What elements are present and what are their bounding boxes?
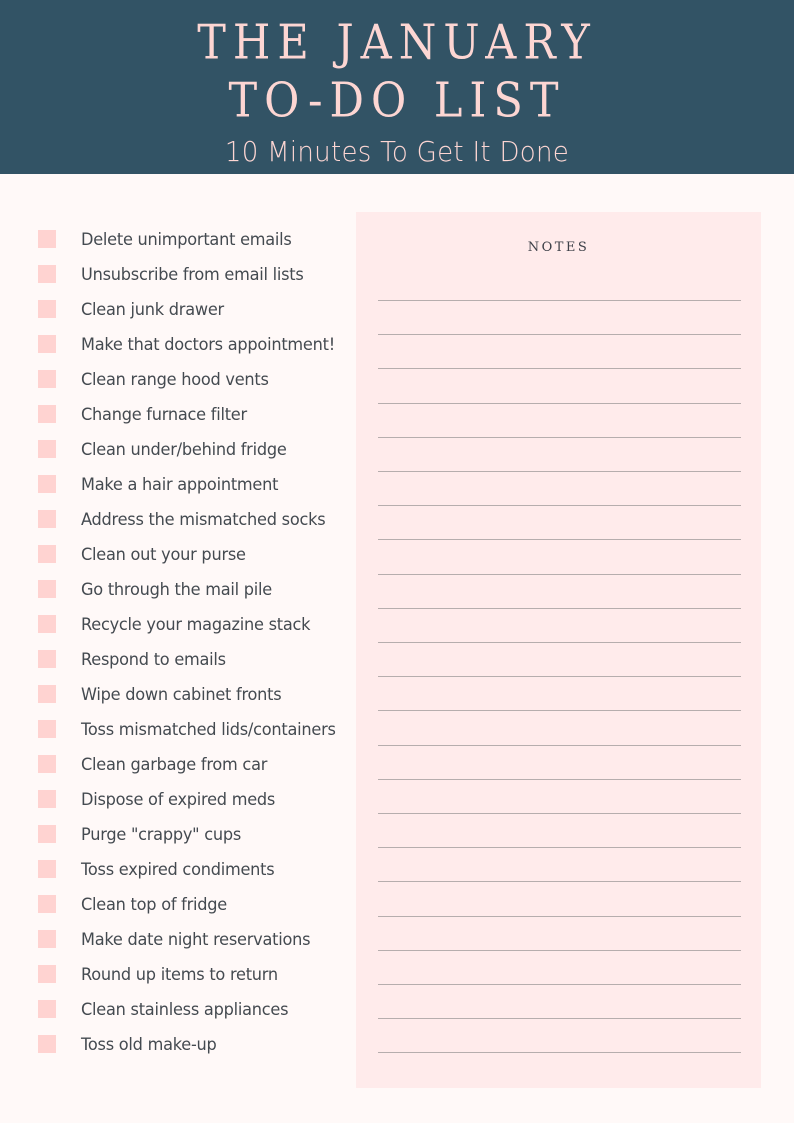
notes-title: NOTES <box>527 240 590 255</box>
todo-label: Make a hair appointment <box>81 475 279 495</box>
todo-label: Make that doctors appointment! <box>81 335 335 355</box>
todo-item <box>0 541 356 576</box>
notes-writing-line[interactable] <box>378 779 741 780</box>
notes-writing-line[interactable] <box>378 539 741 540</box>
todo-label: Clean top of fridge <box>81 895 228 915</box>
notes-writing-line[interactable] <box>378 471 741 472</box>
notes-writing-line[interactable] <box>378 403 741 404</box>
todo-label: Make date night reservations <box>81 930 311 950</box>
checkbox[interactable] <box>38 1035 56 1053</box>
todo-item <box>0 786 356 821</box>
todo-item <box>0 926 356 961</box>
todo-label: Clean range hood vents <box>81 370 269 390</box>
notes-writing-line[interactable] <box>378 710 741 711</box>
checkbox[interactable] <box>38 370 56 388</box>
checkbox[interactable] <box>38 965 56 983</box>
todo-item <box>0 821 356 856</box>
todo-label: Address the mismatched socks <box>81 510 326 530</box>
todo-item <box>0 1031 356 1066</box>
todo-item <box>0 751 356 786</box>
todo-label: Clean garbage from car <box>81 755 268 775</box>
checkbox[interactable] <box>38 265 56 283</box>
notes-writing-line[interactable] <box>378 334 741 335</box>
notes-writing-line[interactable] <box>378 950 741 951</box>
header-banner <box>0 0 794 174</box>
todo-item <box>0 576 356 611</box>
todo-label: Clean junk drawer <box>81 300 224 320</box>
todo-item <box>0 891 356 926</box>
todo-label: Respond to emails <box>81 650 226 670</box>
todo-item <box>0 961 356 996</box>
checkbox[interactable] <box>38 685 56 703</box>
todo-item <box>0 296 356 331</box>
todo-label: Purge "crappy" cups <box>81 825 242 845</box>
notes-writing-line[interactable] <box>378 916 741 917</box>
todo-label: Clean under/behind fridge <box>81 440 287 460</box>
todo-label: Change furnace filter <box>81 405 247 425</box>
todo-item <box>0 996 356 1031</box>
notes-writing-line[interactable] <box>378 300 741 301</box>
todo-label: Dispose of expired meds <box>81 790 276 810</box>
todo-item <box>0 646 356 681</box>
checkbox[interactable] <box>38 545 56 563</box>
notes-writing-line[interactable] <box>378 368 741 369</box>
page-subtitle: 10 Minutes To Get It Done <box>224 135 570 168</box>
todo-label: Toss expired condiments <box>81 860 275 880</box>
page-title-line-2: TO-DO LIST <box>228 73 566 129</box>
checkbox[interactable] <box>38 755 56 773</box>
checkbox[interactable] <box>38 580 56 598</box>
todo-item <box>0 681 356 716</box>
checkbox[interactable] <box>38 790 56 808</box>
checkbox[interactable] <box>38 335 56 353</box>
notes-writing-line[interactable] <box>378 847 741 848</box>
checkbox[interactable] <box>38 720 56 738</box>
notes-writing-line[interactable] <box>378 813 741 814</box>
notes-writing-line[interactable] <box>378 505 741 506</box>
todo-item <box>0 366 356 401</box>
checkbox[interactable] <box>38 510 56 528</box>
notes-writing-line[interactable] <box>378 676 741 677</box>
todo-list <box>0 226 356 1066</box>
notes-writing-line[interactable] <box>378 437 741 438</box>
todo-item <box>0 226 356 261</box>
notes-writing-line[interactable] <box>378 984 741 985</box>
todo-label: Recycle your magazine stack <box>81 615 311 635</box>
checkbox[interactable] <box>38 230 56 248</box>
todo-item <box>0 331 356 366</box>
checkbox[interactable] <box>38 860 56 878</box>
todo-label: Unsubscribe from email lists <box>81 265 304 285</box>
todo-item <box>0 716 356 751</box>
checkbox[interactable] <box>38 475 56 493</box>
todo-item <box>0 611 356 646</box>
todo-label: Clean stainless appliances <box>81 1000 289 1020</box>
notes-writing-line[interactable] <box>378 881 741 882</box>
todo-label: Clean out your purse <box>81 545 246 565</box>
checkbox[interactable] <box>38 930 56 948</box>
todo-item <box>0 436 356 471</box>
notes-writing-line[interactable] <box>378 574 741 575</box>
todo-label: Delete unimportant emails <box>81 230 292 250</box>
todo-item <box>0 506 356 541</box>
todo-label: Toss mismatched lids/containers <box>81 720 336 740</box>
notes-writing-line[interactable] <box>378 608 741 609</box>
todo-label: Go through the mail pile <box>81 580 272 600</box>
notes-panel <box>356 212 761 1088</box>
todo-label: Wipe down cabinet fronts <box>81 685 282 705</box>
page-title-line-1: THE JANUARY <box>197 15 597 71</box>
notes-writing-line[interactable] <box>378 1052 741 1053</box>
checkbox[interactable] <box>38 440 56 458</box>
checkbox[interactable] <box>38 650 56 668</box>
checkbox[interactable] <box>38 895 56 913</box>
todo-label: Toss old make-up <box>81 1035 217 1055</box>
notes-writing-line[interactable] <box>378 1018 741 1019</box>
notes-writing-line[interactable] <box>378 745 741 746</box>
todo-item <box>0 856 356 891</box>
todo-item <box>0 261 356 296</box>
checkbox[interactable] <box>38 300 56 318</box>
notes-writing-line[interactable] <box>378 642 741 643</box>
checkbox[interactable] <box>38 1000 56 1018</box>
checkbox[interactable] <box>38 615 56 633</box>
checkbox[interactable] <box>38 825 56 843</box>
checkbox[interactable] <box>38 405 56 423</box>
todo-item <box>0 471 356 506</box>
todo-item <box>0 401 356 436</box>
todo-label: Round up items to return <box>81 965 278 985</box>
